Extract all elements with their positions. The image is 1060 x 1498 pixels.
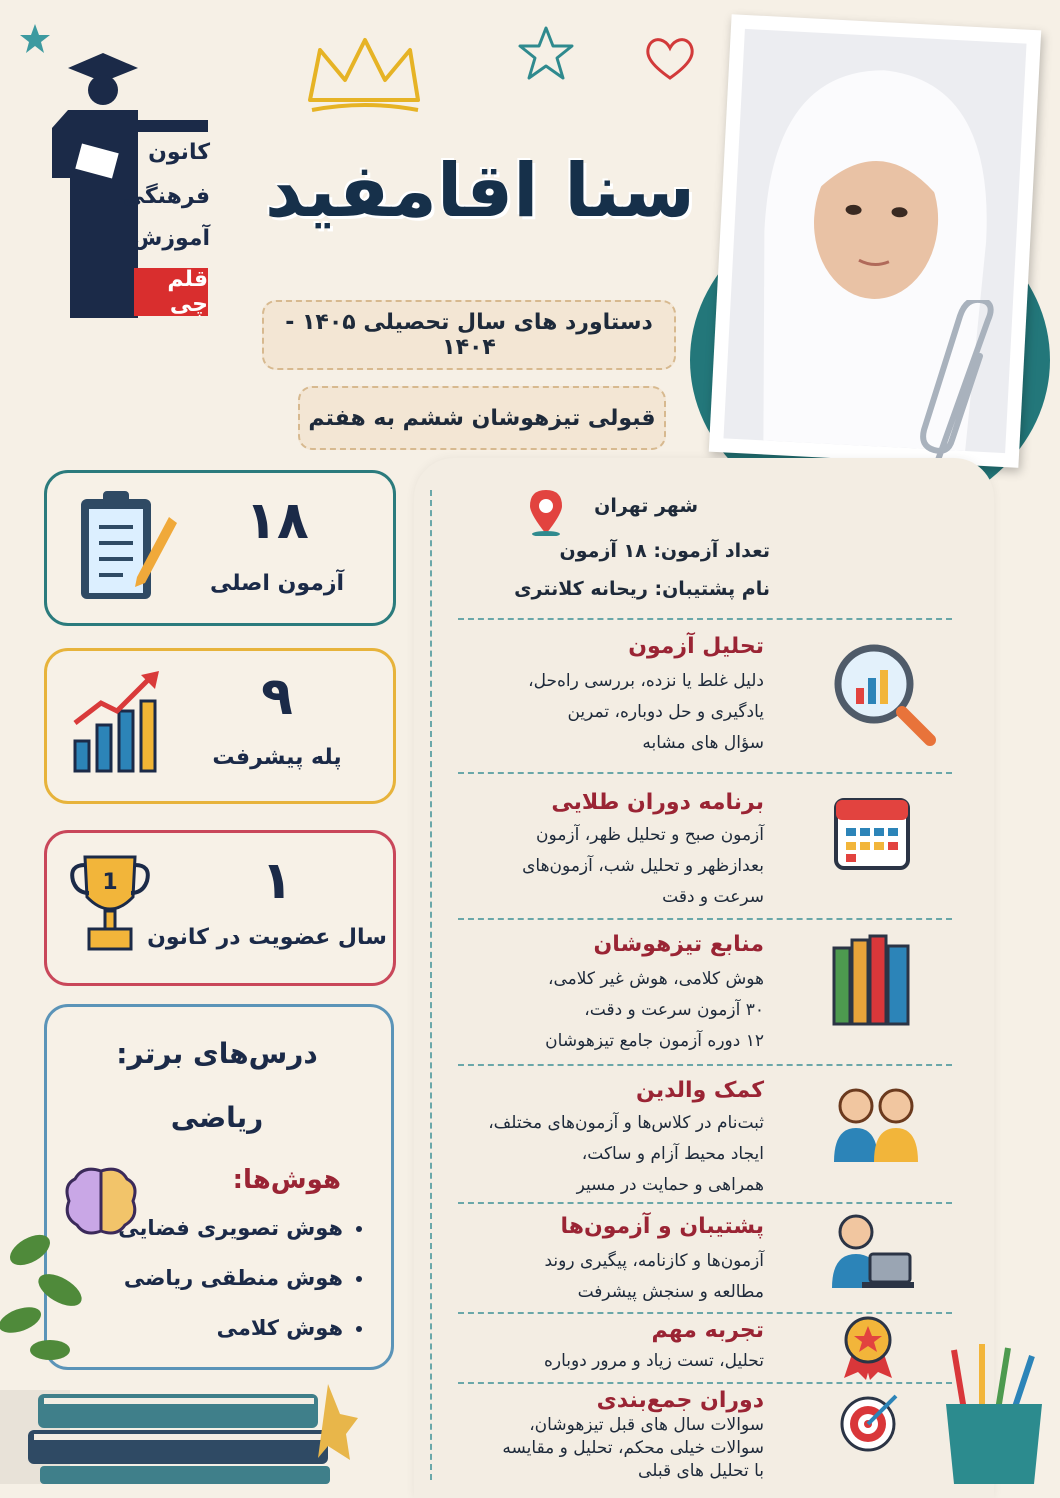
stat-label-membership: سال عضویت در کانون [147,925,387,950]
section-body-summary [502,1414,764,1483]
section-separator [458,1382,952,1384]
top-lesson-subject: ریاضی [170,1101,264,1134]
section-separator [458,918,952,920]
section-line: یادگیری و حل دوباره، تمرین [567,702,764,722]
stat-value-progress: ۹ [261,667,293,727]
calendar-icon [830,790,914,874]
section-line: با تحلیل های قبلی [638,1461,764,1481]
logo-word-2: فرهنگی [122,184,210,209]
paperclip-icon [918,300,1008,470]
section-line: سؤال های مشابه [642,733,764,753]
section-title-resources: منابع تیزهوشان [593,932,764,957]
stat-value-exams: ۱۸ [245,491,309,551]
target-icon [838,1390,902,1454]
section-line: آزمون‌ها و کازنامه، پیگیری روند [544,1251,764,1271]
profile-city: شهر تهران [594,495,698,517]
decor-star-icon [18,22,52,56]
section-line: سرعت و دقت [662,887,764,907]
pencil-cup-decoration-icon [934,1340,1054,1484]
heart-doodle-icon [640,34,700,84]
section-line: آزمون صبح و تحلیل ظهر، آزمون [536,825,764,845]
books-icon [830,934,914,1026]
section-title-summary: دوران جمع‌بندی [596,1388,764,1413]
section-body-experience [544,1346,764,1377]
intelligence-item: • هوش کلامی [118,1303,343,1353]
section-title-parents: کمک والدین [636,1078,764,1103]
medal-icon [838,1314,898,1380]
growth-chart-icon [71,671,163,773]
section-line: ۳۰ آزمون سرعت و دقت، [584,1000,764,1020]
intelligences-heading: هوش‌ها: [232,1165,341,1195]
top-lessons-box [44,1004,394,1370]
svg-text:1: 1 [102,870,118,895]
section-line: تحلیل، تست زیاد و مرور دوباره [543,1351,764,1371]
section-separator [458,618,952,620]
intelligence-item: • هوش منطقی ریاضی [118,1253,343,1303]
section-line: دلیل غلط یا نزده، بررسی راه‌حل، [528,671,764,691]
profile-supporter: نام پشتیبان: ریحانه کلانتری [514,578,770,600]
section-line: ایجاد محیط آزام و ساکت، [581,1144,764,1164]
section-line: ثبت‌نام در کلاس‌ها و آزمون‌های مختلف، [488,1113,764,1133]
section-line: مطالعه و سنجش پیشرفت [577,1282,764,1302]
section-line: هوش کلامی، هوش غیر کلامی، [547,969,764,989]
achievement-year-pill: دستاورد های سال تحصیلی ۱۴۰۵ - ۱۴۰۴ [262,300,676,370]
profile-exam-count: تعداد آزمون: ۱۸ آزمون [559,540,770,562]
section-title-golden-plan: برنامه دوران طلایی [551,790,764,815]
logo-badge: قلم چی [134,268,208,316]
section-separator [458,1064,952,1066]
section-line: سوالات سال های قبل تیزهوشان، [529,1415,764,1435]
acceptance-pill: قبولی تیزهوشان ششم به هفتم [298,386,666,450]
section-separator [458,1202,952,1204]
crown-doodle-icon [300,30,430,120]
parents-icon [830,1080,922,1164]
section-body-parents [488,1108,764,1201]
stat-card-progress [44,648,396,804]
intelligence-list [118,1203,367,1353]
section-separator [458,772,952,774]
section-line: سوالات خیلی محکم، تحلیل و مقایسه [502,1438,764,1458]
section-title-experience: تجربه مهم [651,1318,764,1343]
star-doodle-icon [516,24,576,84]
student-name: سنا اقامفید [264,148,696,234]
section-line: همراهی و حمایت در مسیر [576,1175,764,1195]
section-line: بعدازظهر و تحلیل شب، آزمون‌های [522,856,764,876]
section-title-supporter: پشتیبان و آزمون‌ها [560,1214,764,1239]
trophy-icon [69,851,151,955]
section-body-golden-plan [522,820,764,913]
logo-word-1: کانون [148,140,210,165]
book-stack-decoration-icon [28,1384,358,1484]
stat-label-progress: پله پیشرفت [212,745,342,770]
magnifier-chart-icon [830,640,940,750]
stat-label-exams: آزمون اصلی [209,571,345,596]
logo-word-3: آموزش [132,226,210,251]
stat-card-membership [44,830,396,986]
stat-value-membership: ۱ [261,851,293,911]
section-body-resources [545,964,764,1057]
location-pin-icon [526,488,566,536]
section-body-analysis [528,666,764,759]
section-line: ۱۲ دوره آزمون جامع تیزهوشان [545,1031,764,1051]
intelligence-item: • هوش تصویری فضایی [118,1203,343,1253]
section-body-supporter [544,1246,764,1308]
top-lessons-heading: درس‌های برتر: [116,1037,318,1070]
stat-card-exams [44,470,396,626]
supporter-laptop-icon [830,1210,914,1294]
panel-divider-line [430,490,432,1480]
kanoon-logo [48,48,218,323]
section-title-analysis: تحلیل آزمون [628,634,764,659]
